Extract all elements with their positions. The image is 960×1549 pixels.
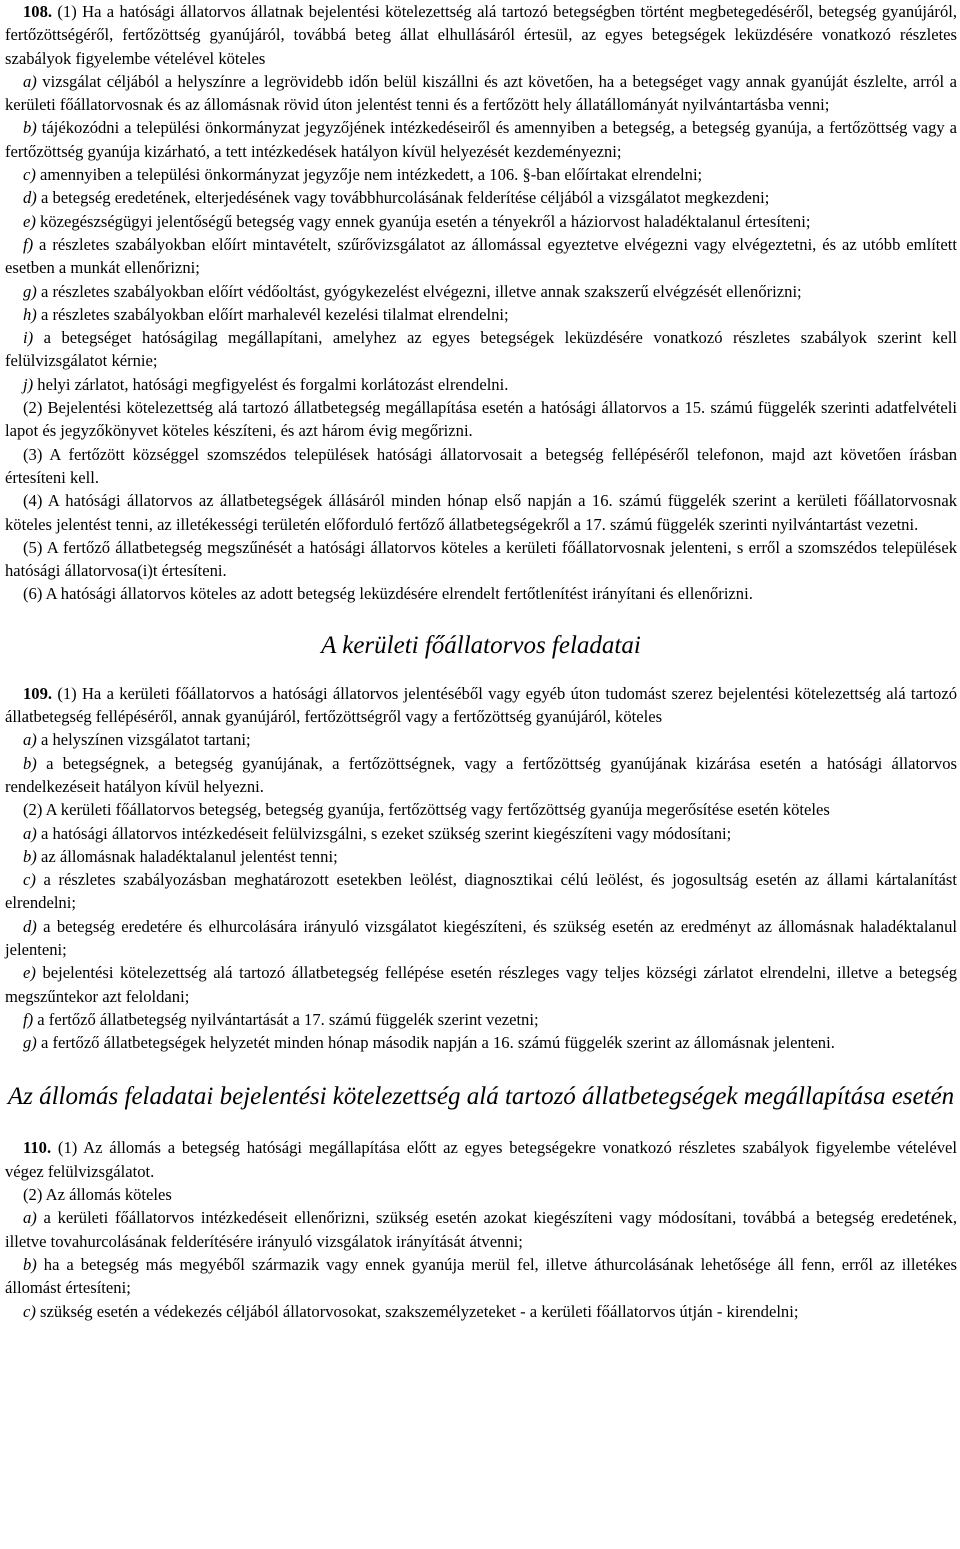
list-item-letter: e)	[23, 963, 36, 983]
section-heading: Az állomás feladatai bejelentési kötelezettség alá tartozó állatbetegségek megállapítása esetén	[7, 1083, 955, 1111]
paragraph-text: ha a betegség más megyéből származik vagy ennek gyanúja merül fel, illetve áthurcolásának lehetősége áll fenn, erről az illetékes állomást értesíteni;	[5, 1254, 957, 1298]
paragraph-text: a betegség eredetére és elhurcolására irányuló vizsgálatot kiegészíteni, és szükség esetén az eredményt az állomásnak haladéktalanul jelenteni;	[5, 916, 957, 959]
list-item-letter: e)	[23, 211, 36, 231]
list-item	[5, 822, 957, 845]
list-item	[5, 728, 957, 751]
list-item	[5, 326, 957, 373]
list-item-letter: i)	[23, 328, 34, 348]
list-item	[5, 70, 957, 117]
list-item-letter: j)	[23, 374, 34, 394]
list-item-letter: g)	[23, 281, 37, 301]
paragraph-text: (6) A hatósági állatorvos köteles az adott betegség leküzdésére elrendelt fertőtlenítést irányítani és ellenőrizni.	[23, 584, 753, 604]
list-item	[5, 186, 957, 209]
paragraph	[5, 582, 957, 605]
list-item-letter: c)	[23, 165, 36, 185]
list-item-letter: f)	[23, 1009, 34, 1029]
paragraph-text: a betegséget hatóságilag megállapítani, amelyhez az egyes betegségek leküzdésére vonatkozó részletes szabályok szerint kell felülvizsgálatot kérnie;	[5, 328, 957, 371]
paragraph-text: a részletes szabályokban előírt védőoltást, gyógykezelést elvégezni, illetve annak szakszerű elvégzését ellenőrizni;	[36, 281, 802, 301]
paragraph-text: a hatósági állatorvos intézkedéseit felülvizsgálni, s ezeket szükség szerint kiegészíteni vagy módosítani;	[36, 823, 732, 843]
paragraph-text: (2) Az állomás köteles	[23, 1185, 172, 1205]
list-item-letter: g)	[23, 1033, 37, 1053]
list-item-letter: d)	[23, 916, 37, 936]
paragraph-text: (1) Ha a hatósági állatorvos állatnak bejelentési kötelezettség alá tartozó betegségben történt megbetegedéséről, betegség gyanújáról, fertőzöttségéről, fertőzöttség gyanújáról, továbbá beteg állat elhullásáról értesül, az egyes betegségek leküzdésére vonatkozó részletes szabályok figyelembe vételével köteles	[5, 2, 957, 68]
list-item	[5, 845, 957, 868]
paragraph-text: vizsgálat céljából a helyszínre a legrövidebb időn belül kiszállni és azt követően, ha a betegséget vagy annak gyanúját észlelte, arról a kerületi főállatorvosnak és az állomásnak rövid úton jelentést tenni és a fertőzött hely állatállományát nyilvántartásba venni;	[5, 71, 957, 115]
paragraph-text: a fertőző állatbetegség nyilvántartását a 17. számú függelék szerint vezetni;	[33, 1009, 539, 1029]
list-item-letter: a)	[23, 823, 37, 843]
list-item	[5, 1008, 957, 1031]
paragraph-text: (2) A kerületi főállatorvos betegség, betegség gyanúja, fertőzöttség vagy fertőzöttség gyanúja megerősítése esetén köteles	[23, 800, 830, 820]
paragraph-text: (1) Az állomás a betegség hatósági megállapítása előtt az egyes betegségekre vonatkozó részletes szabályok figyelembe vételével végez felülvizsgálatot.	[5, 1138, 957, 1181]
paragraph-text: (5) A fertőző állatbetegség megszűnését a hatósági állatorvos köteles a kerületi főállatorvosnak jelenteni, s erről a szomszédos települések hatósági állatorvosa(i)t értesíteni.	[5, 537, 957, 581]
list-item-letter: b)	[23, 1254, 37, 1274]
list-item	[5, 1253, 957, 1300]
list-item	[5, 303, 957, 326]
paragraph-text: szükség esetén a védekezés céljából állatorvosokat, szakszemélyzeteket - a kerületi főállatorvos útján - kirendelni;	[35, 1301, 799, 1321]
paragraph-text: helyi zárlatot, hatósági megfigyelést és forgalmi korlátozást elrendelni.	[33, 374, 509, 394]
paragraph-text: a kerületi főállatorvos intézkedéseit ellenőrizni, szükség esetén azokat kiegészíteni vagy módosítani, továbbá a betegség eredetének, illetve tovahurcolásának felderítésére irányuló vizsgálatok irányítását átvenni;	[5, 1208, 957, 1251]
list-item-letter: f)	[23, 234, 34, 254]
list-item-letter: h)	[23, 304, 37, 324]
paragraph	[5, 489, 957, 536]
paragraph-text: (2) Bejelentési kötelezettség alá tartozó állatbetegség megállapítása esetén a hatósági állatorvos a 15. számú függelék szerinti adatfelvételi lapot és jegyzőkönyvet köteles készíteni, és azt három évig megőrizni.	[5, 398, 957, 441]
list-item-letter: a)	[23, 1208, 37, 1228]
list-item	[5, 373, 957, 396]
list-item	[5, 1300, 957, 1323]
list-item-letter: b)	[23, 753, 37, 773]
paragraph-text: a betegségnek, a betegség gyanújának, a fertőzöttségnek, vagy a fertőzöttség gyanújának kizárása esetén a hatósági állatorvos rendelkezéseit hatályon kívül helyezni.	[5, 753, 957, 796]
section-paragraph	[5, 0, 957, 70]
paragraph	[5, 443, 957, 490]
list-item-letter: a)	[23, 71, 37, 91]
paragraph-text: az állomásnak haladéktalanul jelentést tenni;	[36, 846, 338, 866]
paragraph-text: bejelentési kötelezettség alá tartozó állatbetegség fellépése esetén részleges vagy teljes községi zárlatot elrendelni, illetve a betegség megszűntekor azt feloldani;	[5, 963, 957, 1006]
list-item-letter: c)	[23, 1301, 36, 1321]
section-number: 110.	[23, 1138, 52, 1158]
list-item	[5, 752, 957, 799]
list-item	[5, 280, 957, 303]
section-number: 108.	[23, 2, 53, 21]
paragraph-text: (4) A hatósági állatorvos az állatbetegségek állásáról minden hónap első napján a 16. számú függelék szerint a kerületi főállatorvosnak köteles jelentést tenni, az illetékességi területén előforduló fertőző állatbetegségekről a 17. számú függelék szerinti nyilvántartást vezetni.	[5, 491, 957, 534]
list-item	[5, 233, 957, 280]
list-item-letter: d)	[23, 188, 37, 208]
paragraph	[5, 1183, 957, 1206]
paragraph-text: (3) A fertőzött községgel szomszédos települések hatósági állatorvosait a betegség fellépéséről telefonon, majd azt követően írásban értesíteni kell.	[5, 444, 957, 487]
list-item	[5, 915, 957, 962]
section-paragraph	[5, 1136, 957, 1183]
paragraph-text: (1) Ha a kerületi főállatorvos a hatósági állatorvos jelentéséből vagy egyéb úton tudomást szerez bejelentési kötelezettség alá tartozó állatbetegség fellépéséről, annak gyanújáról, fertőzöttségről vagy a fertőzöttség gyanújáról, köteles	[5, 683, 957, 727]
list-item-letter: c)	[23, 870, 36, 890]
list-item	[5, 116, 957, 163]
paragraph-text: a fertőző állatbetegségek helyzetét minden hónap második napján a 16. számú függelék szerint az állomásnak jelenteni.	[36, 1033, 835, 1053]
section-paragraph	[5, 682, 957, 729]
list-item	[5, 868, 957, 915]
paragraph-text: a részletes szabályokban előírt mintavételt, szűrővizsgálatot az állomással egyeztetve elvégezni vagy elvégeztetni, és az utóbb említett esetben a munkát ellenőrizni;	[5, 234, 957, 278]
paragraph-text: a részletes szabályokban előírt marhalevél kezelési tilalmat elrendelni;	[36, 304, 509, 324]
paragraph	[5, 798, 957, 821]
list-item	[5, 961, 957, 1008]
list-item	[5, 1206, 957, 1253]
list-item	[5, 1031, 957, 1054]
list-item-letter: b)	[23, 846, 37, 866]
section-heading: A kerületi főállatorvos feladatai	[321, 631, 641, 659]
paragraph	[5, 396, 957, 443]
paragraph-text: a betegség eredetének, elterjedésének vagy továbbhurcolásának felderítése céljából a vizsgálatot megkezdeni;	[36, 188, 770, 208]
list-item	[5, 163, 957, 186]
paragraph-text: a helyszínen vizsgálatot tartani;	[36, 730, 251, 750]
paragraph-text: tájékozódni a települési önkormányzat jegyzőjének intézkedéseiről és amennyiben a betegség, a betegség gyanúja, a fertőzöttség vagy a fertőzöttség gyanúja kizárható, a tett intézkedések hatályon kívül helyezését kezdeményezni;	[5, 118, 957, 161]
list-item	[5, 210, 957, 233]
document-page	[5, 0, 957, 1323]
paragraph-text: amennyiben a települési önkormányzat jegyzője nem intézkedett, a 106. §-ban előírtakat elrendelni;	[35, 165, 703, 185]
section-number: 109.	[23, 683, 53, 703]
list-item-letter: a)	[23, 730, 37, 750]
list-item-letter: b)	[23, 118, 37, 138]
paragraph-text: a részletes szabályozásban meghatározott esetekben leölést, diagnosztikai célú leölést, és jogosultság esetén az állami kártalanítást elrendelni;	[5, 870, 957, 913]
paragraph	[5, 536, 957, 583]
paragraph-text: közegészségügyi jelentőségű betegség vagy ennek gyanúja esetén a tényekről a háziorvost haladéktalanul értesíteni;	[35, 211, 811, 231]
